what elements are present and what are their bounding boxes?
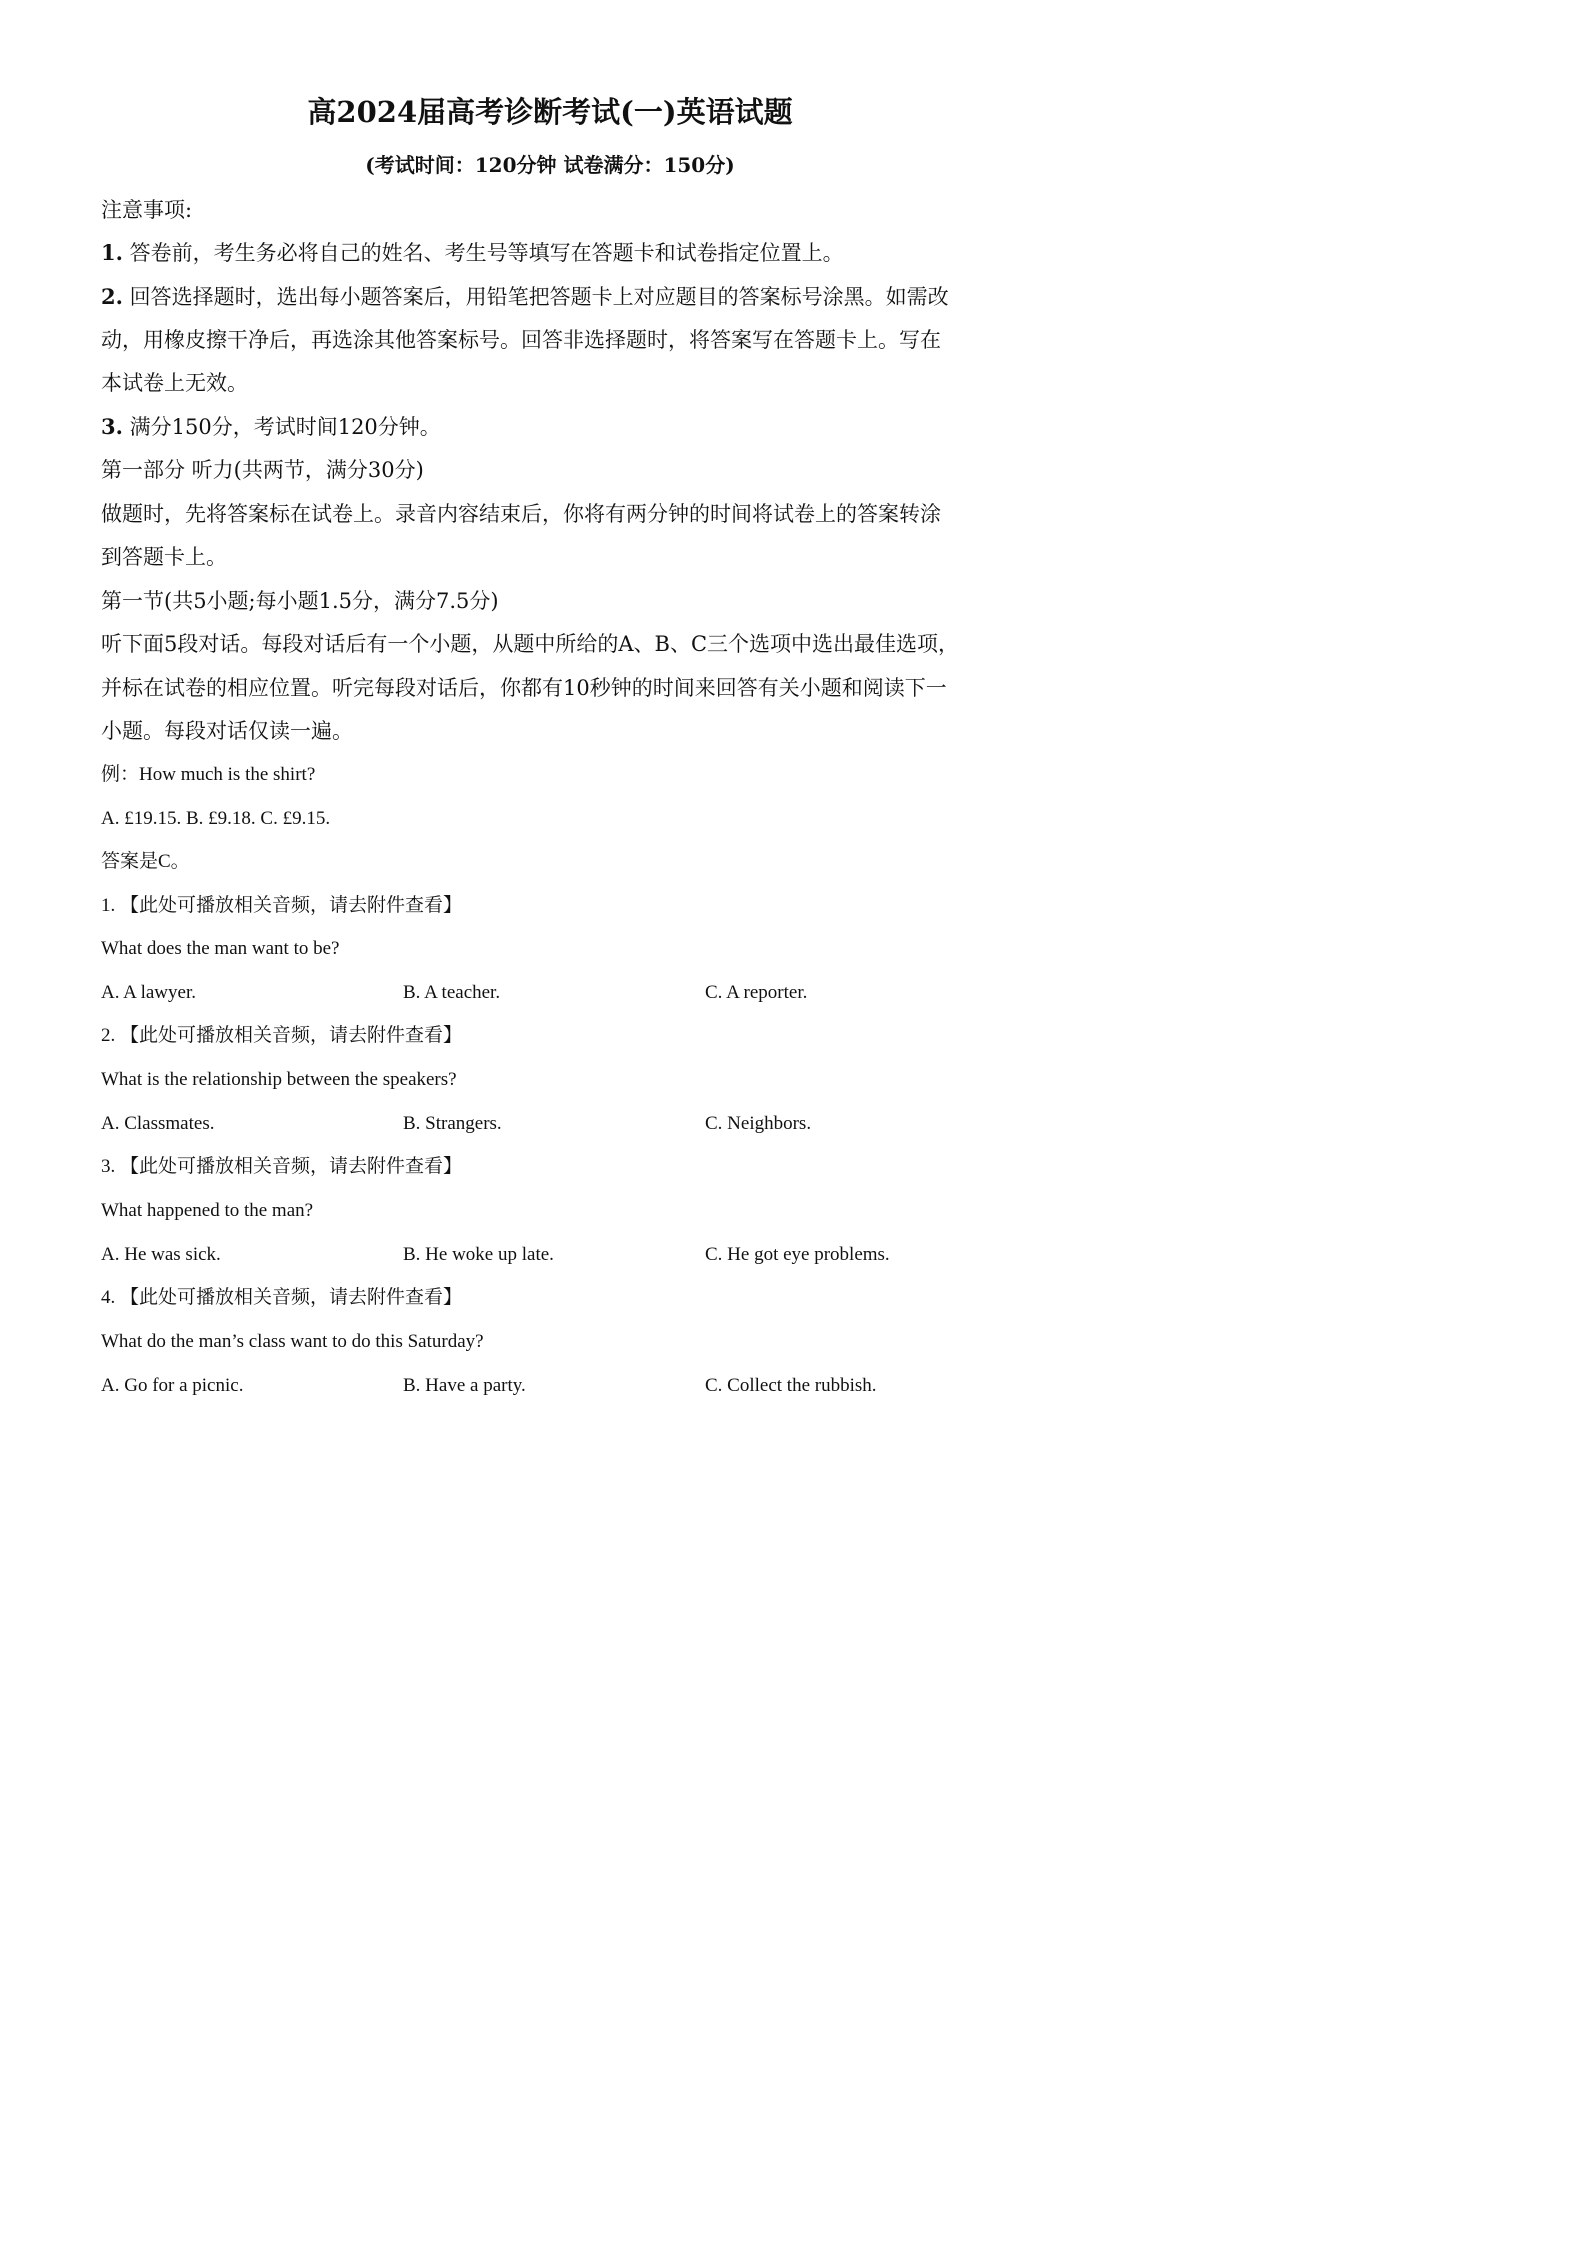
- question-number: 1.: [101, 895, 116, 916]
- question-1-audio: [101, 891, 1021, 921]
- exam-page: [0, 0, 1100, 1556]
- notice-item-text: 回答选择题时，选出每小题答案后，用铅笔把答题卡上对应题目的答案标号涂黑。如需改: [129, 285, 949, 309]
- question-1-stem: What does the man want to be?: [101, 938, 340, 959]
- section1-heading: 第一节(共5小题;每小题1.5分，满分7.5分): [101, 589, 499, 613]
- notice-item-number: 3.: [101, 414, 123, 439]
- notice-item-2-line2: 动，用橡皮擦干净后，再选涂其他答案标号。回答非选择题时，将答案写在答题卡上。写在: [101, 328, 941, 352]
- question-2-option-a: A. Classmates.: [101, 1113, 215, 1134]
- question-2-option-b: B. Strangers.: [403, 1113, 502, 1134]
- section1-line3: 小题。每段对话仅读一遍。: [101, 719, 353, 743]
- exam-info: (考试时间：120分钟 试卷满分：150分): [365, 153, 735, 177]
- question-4-audio: [101, 1283, 1021, 1313]
- question-1-option-a: A. A lawyer.: [101, 982, 196, 1003]
- notice-item-number: 2.: [101, 284, 123, 309]
- question-1-option-c: C. A reporter.: [705, 982, 808, 1003]
- question-4-stem: What do the man’s class want to do this Saturday?: [101, 1331, 484, 1352]
- notice-item-number: 1.: [101, 240, 123, 265]
- question-3-option-c: C. He got eye problems.: [705, 1244, 890, 1265]
- notice-item-3: [101, 405, 1021, 449]
- question-4-option-c: C. Collect the rubbish.: [705, 1375, 877, 1396]
- question-2-stem: What is the relationship between the speakers?: [101, 1069, 457, 1090]
- notice-item-text: 答卷前，考生务必将自己的姓名、考生号等填写在答题卡和试卷指定位置上。: [129, 241, 844, 265]
- section1-line2: 并标在试卷的相应位置。听完每段对话后，你都有10秒钟的时间来回答有关小题和阅读下一: [101, 676, 947, 700]
- part1-heading: 第一部分 听力(共两节，满分30分): [101, 458, 424, 482]
- question-1-option-b: B. A teacher.: [403, 982, 501, 1003]
- question-3-option-a: A. He was sick.: [101, 1244, 221, 1265]
- page-title: 高2024届高考诊断考试(一)英语试题: [307, 95, 793, 129]
- question-3-audio: [101, 1152, 1021, 1182]
- notice-item-1: [101, 231, 1021, 275]
- question-2-option-c: C. Neighbors.: [705, 1113, 812, 1134]
- question-2-audio: [101, 1021, 1021, 1051]
- question-3-stem: What happened to the man?: [101, 1200, 314, 1221]
- part1-intro-line1: 做题时，先将答案标在试卷上。录音内容结束后，你将有两分钟的时间将试卷上的答案转涂: [101, 502, 941, 526]
- notice-item-text: 满分150分，考试时间120分钟。: [129, 415, 441, 439]
- part1-intro-line2: 到答题卡上。: [101, 545, 227, 569]
- notice-item-2-line3: 本试卷上无效。: [101, 371, 248, 395]
- notice-heading: 注意事项:: [101, 198, 193, 222]
- question-4-option-b: B. Have a party.: [403, 1375, 526, 1396]
- audio-placeholder: 【此处可播放相关音频，请去附件查看】: [120, 1156, 463, 1177]
- question-number: 3.: [101, 1156, 116, 1177]
- audio-placeholder: 【此处可播放相关音频，请去附件查看】: [120, 1287, 463, 1308]
- example-options: A. £19.15. B. £9.18. C. £9.15.: [101, 808, 331, 829]
- question-3-option-b: B. He woke up late.: [403, 1244, 554, 1265]
- section1-line1: 听下面5段对话。每段对话后有一个小题，从题中所给的A、B、C三个选项中选出最佳选项，: [101, 632, 960, 656]
- question-number: 2.: [101, 1025, 116, 1046]
- notice-item-2: [101, 275, 1021, 319]
- example-answer: 答案是C。: [101, 851, 190, 872]
- example-question: 例：How much is the shirt?: [101, 764, 316, 785]
- question-4-option-a: A. Go for a picnic.: [101, 1375, 244, 1396]
- audio-placeholder: 【此处可播放相关音频，请去附件查看】: [120, 1025, 463, 1046]
- question-number: 4.: [101, 1287, 116, 1308]
- audio-placeholder: 【此处可播放相关音频，请去附件查看】: [120, 895, 463, 916]
